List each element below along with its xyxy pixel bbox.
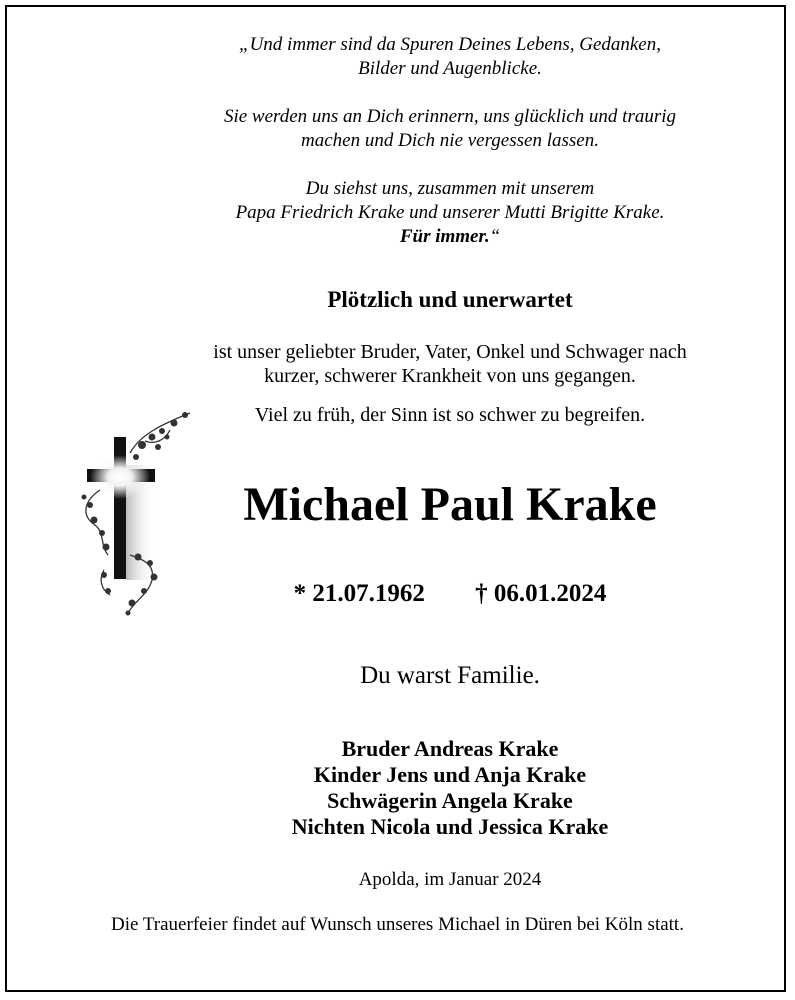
funeral-notice: Die Trauerfeier findet auf Wunsch unseres Michael in Düren bei Köln statt. bbox=[111, 914, 684, 935]
quote-stanza-1 bbox=[90, 33, 795, 81]
quote-line: Du siehst uns, zusammen mit unserem bbox=[305, 178, 595, 199]
place-and-date: Apolda, im Januar 2024 bbox=[358, 869, 542, 890]
quote-line: Sie werden uns an Dich erinnern, uns glücklich und traurig bbox=[223, 106, 677, 127]
death-date: † 06.01.2024 bbox=[475, 580, 607, 607]
mourner: Nichten Nicola und Jessica Krake bbox=[291, 814, 609, 839]
quote-line: machen und Dich nie vergessen lassen. bbox=[301, 130, 599, 151]
life-dates bbox=[90, 580, 795, 608]
quote-line: Bilder und Augenblicke. bbox=[358, 58, 542, 79]
memorial-motto: Du warst Familie. bbox=[360, 662, 540, 689]
quote-line: Papa Friedrich Krake und unserer Mutti Brigitte Krake. bbox=[235, 202, 665, 223]
quote-closing-mark: “ bbox=[489, 226, 501, 247]
quote-closing: Für immer. bbox=[399, 226, 490, 247]
announcement-line: kurzer, schwerer Krankheit von uns gegangen. bbox=[264, 365, 636, 387]
mourners-list bbox=[90, 736, 795, 840]
announcement-line: ist unser geliebter Bruder, Vater, Onkel und Schwager nach bbox=[213, 341, 687, 363]
announcement-heading: Plötzlich und unerwartet bbox=[327, 287, 573, 312]
deceased-name: Michael Paul Krake bbox=[243, 478, 657, 531]
mourner: Kinder Jens und Anja Krake bbox=[313, 762, 587, 787]
quote-stanza-2 bbox=[90, 105, 795, 153]
mourner: Schwägerin Angela Krake bbox=[327, 788, 573, 813]
announcement-paragraph bbox=[90, 340, 795, 388]
memorial-quote bbox=[90, 33, 795, 249]
quote-line: „Und immer sind da Spuren Deines Lebens, Gedanken, bbox=[239, 34, 661, 55]
mourner: Bruder Andreas Krake bbox=[341, 736, 559, 761]
birth-date: * 21.07.1962 bbox=[293, 580, 425, 607]
quote-stanza-3 bbox=[90, 177, 795, 249]
announcement-line: Viel zu früh, der Sinn ist so schwer zu begreifen. bbox=[254, 404, 646, 426]
